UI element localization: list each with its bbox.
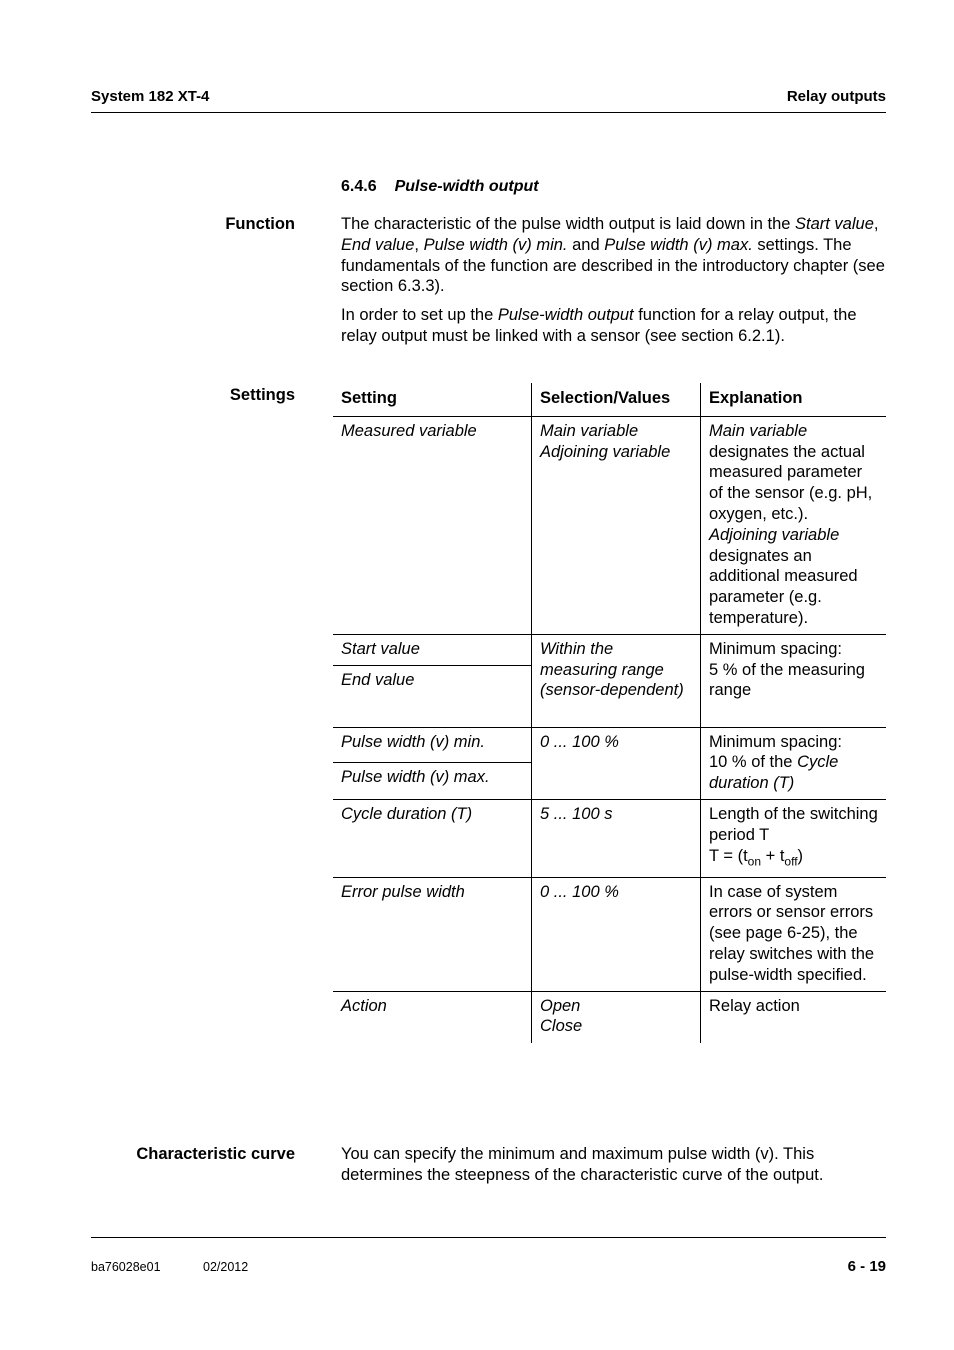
italic-term: Main variable <box>709 421 808 440</box>
setting-cycle-duration: Cycle duration (T) <box>333 799 532 877</box>
explanation-action: Relay action <box>701 991 887 1043</box>
settings-table <box>333 383 886 1043</box>
text-run: designates the actual measured parameter of the sensor (e.g. pH, oxygen, etc.). <box>709 442 873 523</box>
explanation-range-line2: 5 % of the measuring range <box>709 660 865 700</box>
table-row <box>333 634 886 665</box>
values-range: Within the measuring range (sensor-dependent) <box>532 634 701 727</box>
values-action <box>532 991 701 1043</box>
value-main-variable: Main variable <box>540 421 639 440</box>
values-cycle-duration: 5 ... 100 s <box>532 799 701 877</box>
section-heading <box>341 177 539 198</box>
footer-doc-number: ba76028e01 <box>91 1260 161 1274</box>
header-rule <box>91 112 886 113</box>
text-run: function for a relay output, the relay output must be linked with a sensor (see section 6.2.1). <box>341 306 857 345</box>
setting-pulse-width-max: Pulse width (v) max. <box>333 762 532 799</box>
footer-rule <box>91 1237 886 1238</box>
text-run: and <box>567 235 605 254</box>
italic-term: Adjoining variable <box>709 525 840 544</box>
page-number: 6 - 19 <box>847 1258 886 1275</box>
table-row <box>333 877 886 991</box>
values-measured-variable <box>532 416 701 634</box>
formula-part-a: T = (t <box>709 846 748 865</box>
value-open: Open <box>540 996 581 1015</box>
italic-term: Start value <box>795 215 874 233</box>
explanation-range <box>701 634 887 727</box>
italic-term: End value <box>341 235 415 254</box>
values-error-pulse-width: 0 ... 100 % <box>532 877 701 991</box>
function-paragraph-2 <box>341 305 889 347</box>
function-paragraph-1 <box>341 214 889 297</box>
explanation-range-line1: Minimum spacing: <box>709 639 842 658</box>
column-header-selection: Selection/Values <box>532 383 701 416</box>
formula-sub-on: on <box>747 853 762 868</box>
value-close: Close <box>540 1017 583 1036</box>
setting-action: Action <box>341 996 387 1015</box>
function-text <box>341 214 889 355</box>
italic-term: Pulse-width output <box>497 306 634 325</box>
formula-part-c: ) <box>797 846 804 865</box>
explanation-error-pulse-width: In case of system errors or sensor errors (see page 6-25), the relay switches with the pulse-width specified. <box>701 877 887 991</box>
explanation-cycle-formula <box>709 846 804 868</box>
formula-sub-off: off <box>784 853 798 868</box>
text-run: Minimum spacing: <box>709 732 842 751</box>
italic-term: Cycle duration (T) <box>709 753 839 793</box>
characteristic-curve-label: Characteristic curve <box>136 1145 295 1163</box>
characteristic-curve-text: You can specify the minimum and maximum pulse width (v). This determines the steepness of the characteristic curve of the output. <box>341 1145 824 1184</box>
text-run: 10 % of the <box>709 753 798 772</box>
italic-term: Pulse width (v) min. <box>423 235 568 254</box>
column-header-explanation: Explanation <box>701 383 887 416</box>
explanation-pulse-width <box>701 727 887 799</box>
setting-start-value: Start value <box>333 634 532 665</box>
function-label: Function <box>225 215 295 233</box>
formula-part-b: + t <box>761 846 785 865</box>
table-row <box>333 991 886 1043</box>
setting-measured-variable: Measured variable <box>333 416 532 634</box>
italic-term: Pulse width (v) max. <box>604 235 753 254</box>
table-row <box>333 799 886 877</box>
explanation-cycle-duration <box>701 799 887 877</box>
explanation-measured-variable <box>701 416 887 634</box>
text-run: designates an additional measured parameter (e.g. temperature). <box>709 546 858 627</box>
table-row <box>333 416 886 634</box>
table-header-row <box>333 383 886 416</box>
text-run: , <box>414 235 424 254</box>
setting-pulse-width-min: Pulse width (v) min. <box>333 727 532 762</box>
text-run: In order to set up the <box>341 306 498 325</box>
explanation-cycle-text: Length of the switching period T <box>709 804 878 844</box>
text-run: The characteristic of the pulse width output is laid down in the <box>341 215 795 233</box>
values-pulse-width: 0 ... 100 % <box>532 727 701 799</box>
setting-end-value: End value <box>333 665 532 727</box>
header-chapter-title: Relay outputs <box>786 88 886 105</box>
value-adjoining-variable: Adjoining variable <box>540 442 671 461</box>
section-title: Pulse-width output <box>394 178 539 195</box>
settings-label: Settings <box>229 386 295 404</box>
text-run: , <box>873 215 879 233</box>
table-row <box>333 727 886 762</box>
column-header-setting: Setting <box>333 383 532 416</box>
footer-date: 02/2012 <box>203 1260 249 1274</box>
text-run: settings. The fundamentals of the function are described in the introductory chapter (see section 6.3.3). <box>341 235 885 296</box>
setting-error-pulse-width: Error pulse width <box>333 877 532 991</box>
section-number: 6.4.6 <box>341 178 377 195</box>
header-doc-title: System 182 XT-4 <box>91 88 210 105</box>
